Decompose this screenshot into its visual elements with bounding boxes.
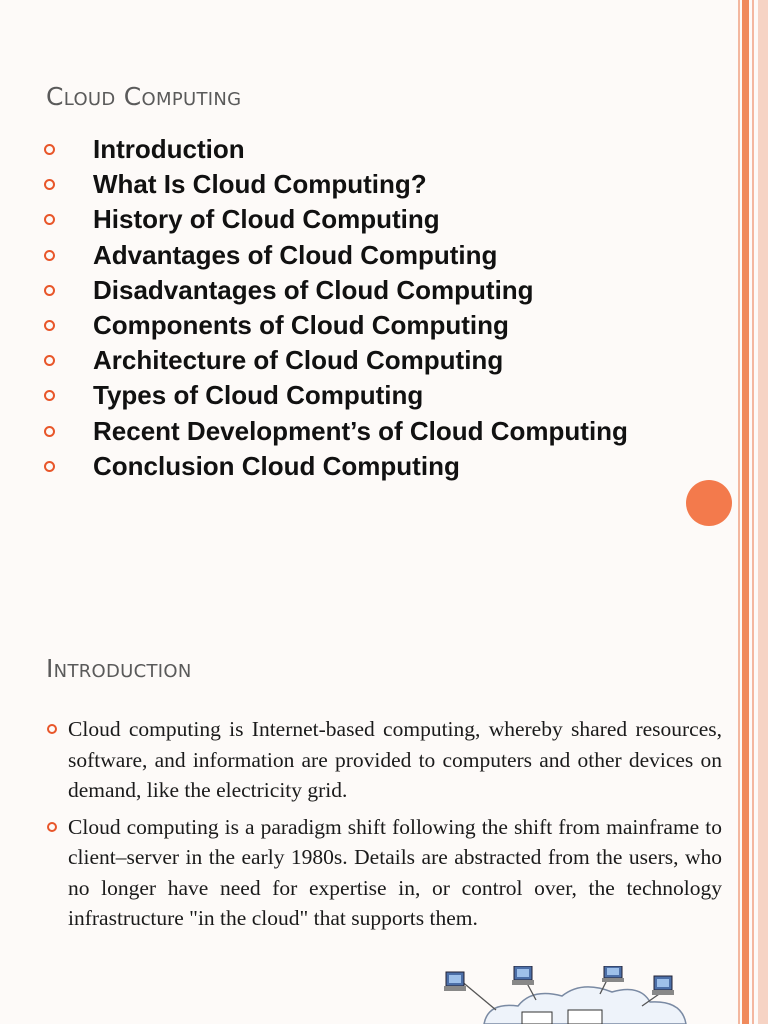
list-item [44,308,628,343]
paragraph-text: Cloud computing is a paradigm shift following the shift from mainframe to client–server in the early 1980s. Details are abstracted from the users, who no longer have need for expertise in, or control over, the technology infrastructure "in the cloud" that supports them. [68,814,722,930]
list-item [44,378,628,413]
agenda-list [44,132,628,484]
agenda-item-label: Components of Cloud Computing [93,310,509,341]
ring-bullet-icon [44,426,55,437]
bullet-paragraph [46,812,722,934]
bullet-paragraphs [46,714,722,940]
list-item [44,343,628,378]
ring-bullet-icon [44,214,55,225]
agenda-item-label: Introduction [93,134,245,165]
agenda-item-label: Advantages of Cloud Computing [93,239,498,270]
bullet-paragraph [46,714,722,806]
ring-bullet-icon [47,724,57,734]
ring-bullet-icon [44,144,55,155]
list-item [44,414,628,449]
agenda-item-label: Conclusion Cloud Computing [93,450,460,481]
slide-introduction [0,600,736,1024]
ring-bullet-icon [44,285,55,296]
agenda-item-label: Architecture of Cloud Computing [93,345,504,376]
list-item [44,202,628,237]
ring-bullet-icon [44,355,55,366]
agenda-item-label: Types of Cloud Computing [93,380,424,411]
list-item [44,449,628,484]
ring-bullet-icon [44,179,55,190]
agenda-item-label: History of Cloud Computing [93,204,440,235]
agenda-item-label: Recent Development’s of Cloud Computing [93,415,628,446]
decorative-edge-stripes [736,0,768,1024]
decorative-orange-circle [686,480,732,526]
list-item [44,273,628,308]
list-item [44,167,628,202]
ring-bullet-icon [47,822,57,832]
list-item [44,238,628,273]
ring-bullet-icon [44,320,55,331]
slide-title: Cloud Computing [46,82,242,111]
ring-bullet-icon [44,461,55,472]
list-item [44,132,628,167]
cloud-network-diagram-icon [436,966,736,1024]
agenda-item-label: Disadvantages of Cloud Computing [93,274,534,305]
ring-bullet-icon [44,250,55,261]
ring-bullet-icon [44,390,55,401]
section-title: Introduction [46,654,192,683]
agenda-item-label: What Is Cloud Computing? [93,169,427,200]
paragraph-text: Cloud computing is Internet-based computing, whereby shared resources, software, and information are provided to computers and other devices on demand, like the electricity grid. [68,717,722,802]
